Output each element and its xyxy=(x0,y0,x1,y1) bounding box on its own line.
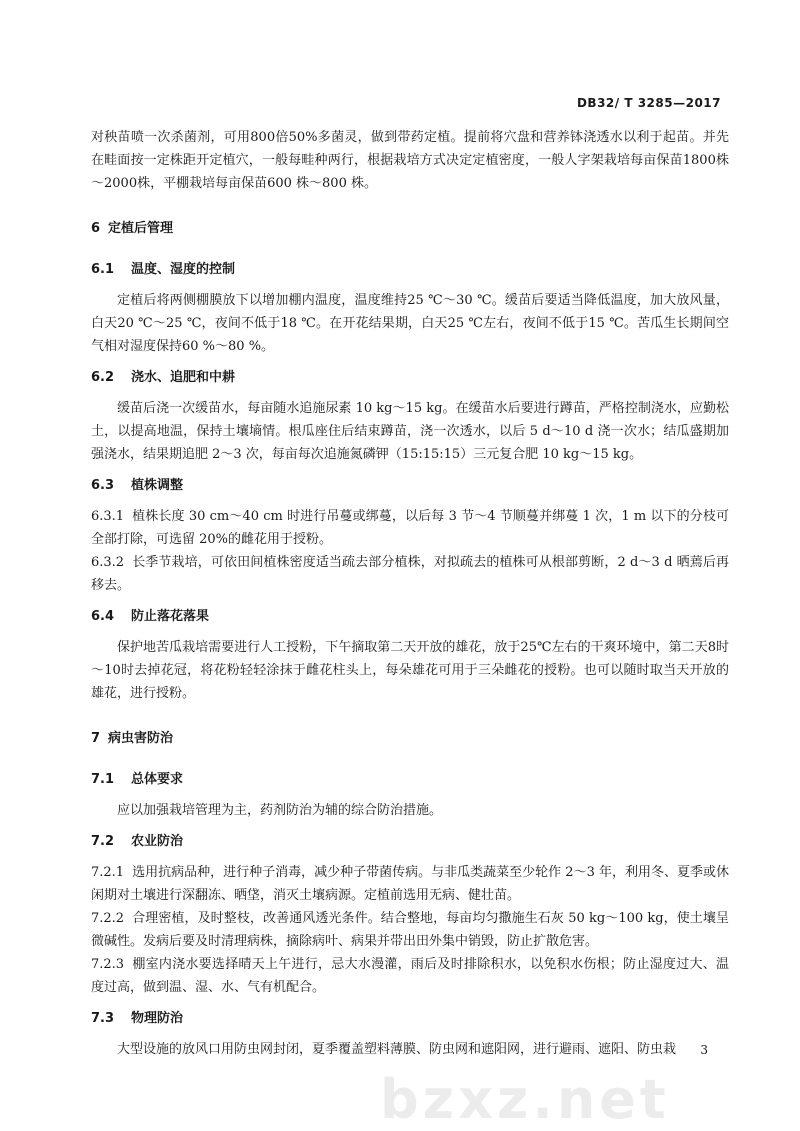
section-7-3-heading xyxy=(91,1007,729,1030)
section-6-1-heading xyxy=(91,258,729,281)
section-number: 7.1 xyxy=(91,772,115,787)
clause-text: 植株长度 30 cm～40 cm 时进行吊蔓或绑蔓，以后每 3 节～4 节顺蔓并绑蔓 1 次，1 m 以下的分枝可全部打除，可选留 20%的雌花用于授粉。 xyxy=(91,509,729,547)
section-number: 7 xyxy=(91,731,101,746)
clause-number: 7.2.1 xyxy=(91,865,125,880)
section-title: 防止落花落果 xyxy=(131,609,210,624)
clause-7-2-2 xyxy=(91,907,729,953)
standard-code: DB32/ T 3285—2017 xyxy=(576,96,721,110)
section-7-heading xyxy=(91,727,729,750)
clause-7-2-3 xyxy=(91,953,729,999)
section-title: 农业防治 xyxy=(131,834,184,849)
clause-number: 6.3.2 xyxy=(91,555,125,570)
section-number: 6.3 xyxy=(91,478,115,493)
section-number: 7.2 xyxy=(91,834,115,849)
section-6-4-text: 保护地苦瓜栽培需要进行人工授粉，下午摘取第二天开放的雄花，放于25℃左右的干爽环境中，第二天8时～10时去掉花冠，将花粉轻轻涂抹于雌花柱头上，每朵雄花可用于三朵雌花的授粉。也可以随时取当天开放的雄花，进行授粉。 xyxy=(91,640,729,701)
page-number: 3 xyxy=(700,1043,708,1057)
clause-7-2-1 xyxy=(91,861,729,907)
section-title: 总体要求 xyxy=(131,772,184,787)
section-6-1-text: 定植后将两侧棚膜放下以增加棚内温度，温度维持25 ℃～30 ℃。缓苗后要适当降低温度，加大放风量，白天20 ℃～25 ℃，夜间不低于18 ℃。在开花结果期，白天25 ℃左右，夜间不低于15 ℃。苦瓜生长期间空气相对湿度保持60 %～80 %。 xyxy=(91,293,729,354)
section-number: 6.4 xyxy=(91,609,115,624)
clause-6-3-2 xyxy=(91,551,729,597)
section-title: 病虫害防治 xyxy=(108,731,174,746)
intro-paragraph: 对秧苗喷一次杀菌剂，可用800倍50%多菌灵，做到带药定植。提前将穴盘和营养钵浇透水以利于起苗。并先在畦面按一定株距开定植穴，一般每畦种两行，根据栽培方式决定定植密度，一般人字架栽培每亩保苗1800株～2000株，平棚栽培每亩保苗600 株～800 株。 xyxy=(91,130,729,191)
section-title: 定植后管理 xyxy=(108,221,174,236)
section-number: 7.3 xyxy=(91,1011,115,1026)
section-title: 物理防治 xyxy=(131,1011,184,1026)
clause-text: 合理密植，及时整枝，改善通风透光条件。结合整地，每亩均匀撒施生石灰 50 kg～100 kg，使土壤呈微碱性。发病后要及时清理病株，摘除病叶、病果并带出田外集中销毁，防止扩散危害。 xyxy=(91,911,729,949)
section-number: 6.2 xyxy=(91,370,115,385)
section-7-1-heading xyxy=(91,768,729,791)
clause-number: 7.2.2 xyxy=(91,911,125,926)
section-6-2-text: 缓苗后浇一次缓苗水，每亩随水追施尿素 10 kg～15 kg。在缓苗水后要进行蹲苗，严格控制浇水，应勤松土，以提高地温，保持土壤墒情。根瓜座住后结束蹲苗，浇一次透水，以后 5 d～10 d 浇一次水；结瓜盛期加强浇水，结果期追肥 2～3 次，每亩每次追施氮磷钾（15:15:15）三元复合肥 10 kg～15 kg。 xyxy=(91,401,729,462)
clause-number: 6.3.1 xyxy=(91,509,125,524)
section-7-3-text: 大型设施的放风口用防虫网封闭，夏季覆盖塑料薄膜、防虫网和遮阳网，进行避雨、遮阳、防虫栽 xyxy=(117,1042,677,1057)
section-title: 植株调整 xyxy=(131,478,184,493)
section-7-2-heading xyxy=(91,830,729,853)
clause-number: 7.2.3 xyxy=(91,957,125,972)
clause-text: 棚室内浇水要选择晴天上午进行，忌大水漫灌，雨后及时排除积水，以免积水伤根；防止湿度过大、温度过高，做到温、湿、水、气有机配合。 xyxy=(91,957,729,995)
clause-6-3-1 xyxy=(91,505,729,551)
section-6-3-heading xyxy=(91,474,729,497)
section-7-1-text: 应以加强栽培管理为主，药剂防治为辅的综合防治措施。 xyxy=(117,803,443,818)
clause-text: 选用抗病品种，进行种子消毒，减少种子带菌传病。与非瓜类蔬菜至少轮作 2～3 年，利用冬、夏季或休闲期对土壤进行深翻冻、晒垡，消灭土壤病源。定植前选用无病、健壮苗。 xyxy=(91,865,729,903)
section-6-heading xyxy=(91,217,729,240)
section-6-2-heading xyxy=(91,366,729,389)
section-number: 6.1 xyxy=(91,262,115,277)
document-body xyxy=(91,126,729,1061)
section-6-4-heading xyxy=(91,605,729,628)
section-number: 6 xyxy=(91,221,101,236)
watermark: bzxz.net xyxy=(380,1068,670,1131)
section-title: 浇水、追肥和中耕 xyxy=(131,370,236,385)
section-title: 温度、湿度的控制 xyxy=(131,262,236,277)
clause-text: 长季节栽培，可依田间植株密度适当疏去部分植株，对拟疏去的植株可从根部剪断，2 d～3 d 晒蔫后再移去。 xyxy=(91,555,729,593)
